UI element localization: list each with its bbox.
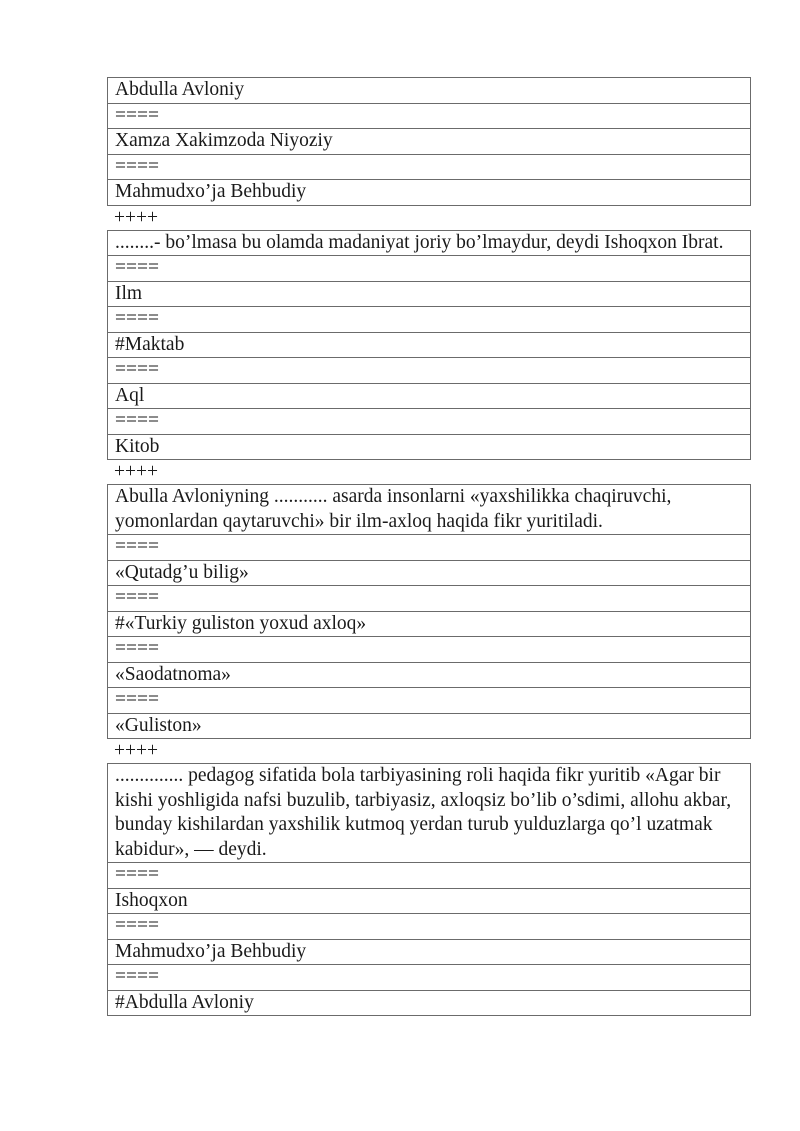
table-row <box>108 637 751 663</box>
question-separator: ++++ <box>114 461 158 482</box>
table-row <box>108 307 751 333</box>
question-text: Abulla Avloniyning ........... asarda insonlarni «yaxshilikka chaqiruvchi, yomonlardan qaytaruvchi» bir ilm-axloq haqida fikr yuritiladi. <box>108 485 751 535</box>
separator-row: ==== <box>108 688 751 714</box>
separator-row: ==== <box>108 535 751 561</box>
separator-row: ==== <box>108 307 751 333</box>
question-separator: ++++ <box>114 206 158 228</box>
question-table-1 <box>107 77 751 206</box>
table-row <box>108 535 751 561</box>
table-row <box>108 965 751 991</box>
table-row <box>108 863 751 889</box>
table-row <box>108 230 751 256</box>
table-row <box>108 914 751 940</box>
table-row <box>108 485 751 535</box>
separator-row: ==== <box>108 586 751 612</box>
test-document <box>107 77 751 1016</box>
table-row <box>108 939 751 965</box>
table-row <box>108 662 751 688</box>
table-row <box>108 611 751 637</box>
answer-option: #«Turkiy guliston yoxud axloq» <box>108 611 751 637</box>
table-row <box>108 180 751 206</box>
question-text: .............. pedagog sifatida bola tarbiyasining roli haqida fikr yuritib «Agar bir kishi yoshligida nafsi buzulib, tarbiyasiz, axloqsiz bo’lib o’sdimi, allohu akbar, bunday kishilardan yaxshilik kutmoq yerdan turub yulduzlarga qo’l uzatmak kabidur», — deydi. <box>108 764 751 863</box>
answer-option: «Guliston» <box>108 713 751 739</box>
table-row <box>108 332 751 358</box>
table-row <box>108 990 751 1016</box>
answer-option: Mahmudxo’ja Behbudiy <box>108 180 751 206</box>
table-row <box>108 256 751 282</box>
table-row <box>108 358 751 384</box>
table-row <box>108 888 751 914</box>
separator-row: ==== <box>108 154 751 180</box>
table-row <box>108 129 751 155</box>
table-row <box>108 383 751 409</box>
table-row <box>108 764 751 863</box>
answer-option: «Qutadg’u bilig» <box>108 560 751 586</box>
separator-row: ==== <box>108 103 751 129</box>
question-table-4 <box>107 763 751 1016</box>
answer-option: «Saodatnoma» <box>108 662 751 688</box>
separator-row: ==== <box>108 256 751 282</box>
question-table-3 <box>107 484 751 739</box>
separator-row: ==== <box>108 409 751 435</box>
separator-row: ==== <box>108 358 751 384</box>
separator-row: ==== <box>108 914 751 940</box>
question-text: ........- bo’lmasa bu olamda madaniyat joriy bo’lmaydur, deydi Ishoqxon Ibrat. <box>108 230 751 256</box>
table-row <box>108 409 751 435</box>
answer-option: Ishoqxon <box>108 888 751 914</box>
table-row <box>108 586 751 612</box>
separator-row: ==== <box>108 637 751 663</box>
separator-row: ==== <box>108 863 751 889</box>
answer-option: Aql <box>108 383 751 409</box>
table-row <box>108 154 751 180</box>
table-row <box>108 103 751 129</box>
answer-option: #Abdulla Avloniy <box>108 990 751 1016</box>
table-row <box>108 281 751 307</box>
table-row <box>108 560 751 586</box>
table-row <box>108 713 751 739</box>
question-table-2 <box>107 230 751 461</box>
answer-option: Xamza Xakimzoda Niyoziy <box>108 129 751 155</box>
question-separator: ++++ <box>114 740 158 761</box>
answer-option: Mahmudxo’ja Behbudiy <box>108 939 751 965</box>
table-row <box>108 434 751 460</box>
answer-option: Abdulla Avloniy <box>108 78 751 104</box>
table-row <box>108 78 751 104</box>
table-row <box>108 688 751 714</box>
answer-option: Kitob <box>108 434 751 460</box>
separator-row: ==== <box>108 965 751 991</box>
answer-option: #Maktab <box>108 332 751 358</box>
answer-option: Ilm <box>108 281 751 307</box>
